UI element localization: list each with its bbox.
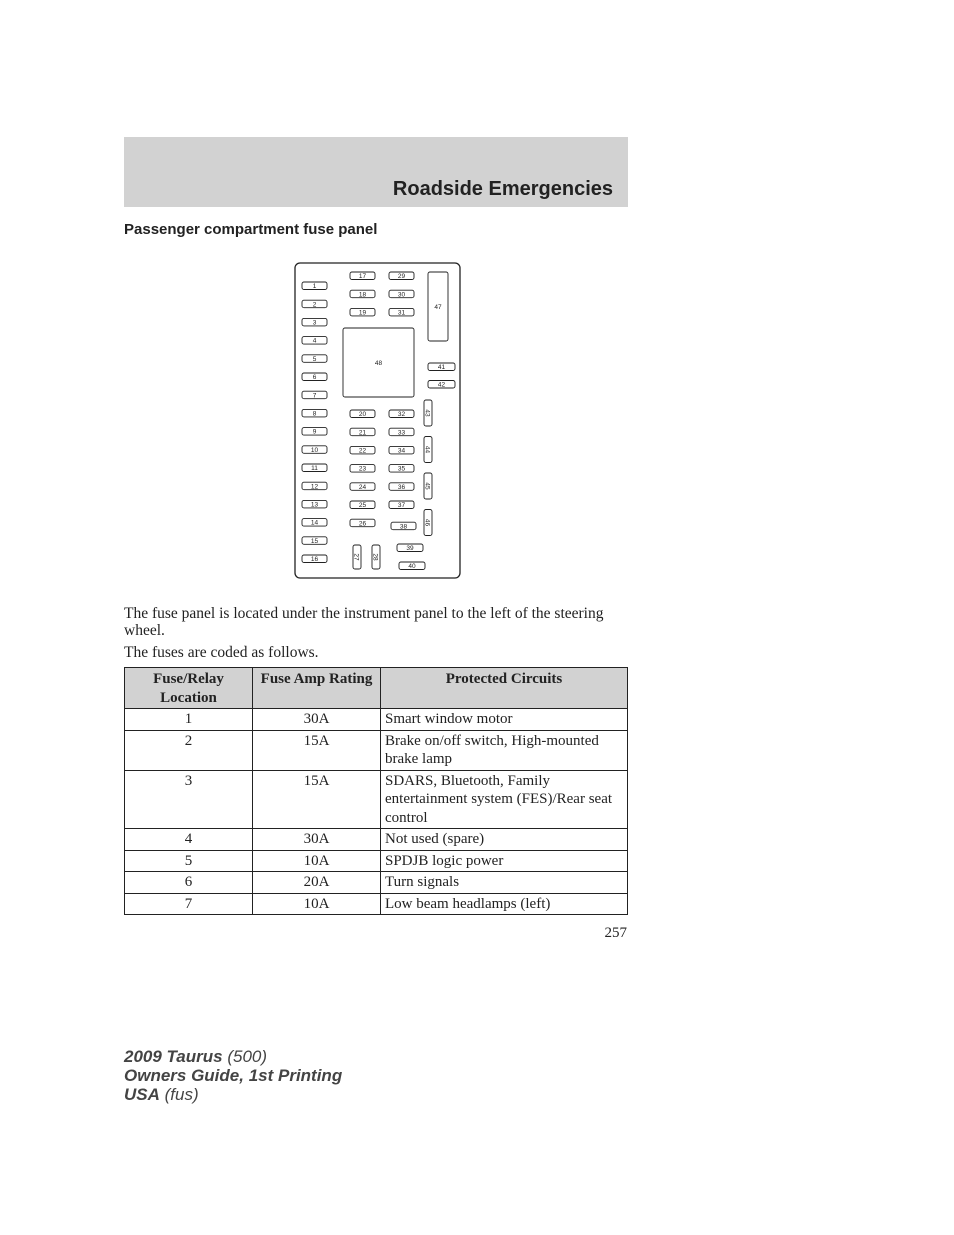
cell-amp: 30A [253,709,381,731]
table-row [125,829,628,851]
fuse-36 [389,483,414,491]
footer-market: USA [124,1085,160,1104]
page-number: 257 [604,925,627,941]
table-row [125,730,628,770]
fuse-31 [389,308,414,316]
fuse-14-label: 14 [310,519,319,527]
fuse-27 [353,545,361,569]
fuse-1 [302,282,327,290]
fuse-21-label: 21 [358,429,367,437]
coding-paragraph: The fuses are coded as follows. [124,644,319,661]
relay-47-label: 47 [434,303,442,311]
fuse-13-label: 13 [310,501,319,509]
footer-line-3 [124,1085,342,1104]
fuse-25-label: 25 [358,502,367,510]
fuse-7 [302,391,327,399]
fuse-36-label: 36 [397,483,406,491]
fuse-41 [428,363,455,371]
fuse-26 [350,519,375,527]
fuse-3-label: 3 [312,319,317,327]
fuse-35 [389,465,414,473]
fuse-18-label: 18 [358,291,367,299]
relay-48-label: 48 [374,359,383,367]
fuse-35-label: 35 [397,465,406,473]
fuse-9 [302,428,327,436]
cell-circuit: Smart window motor [381,709,628,731]
footer-line-2 [124,1066,342,1085]
fuse-44 [424,437,432,463]
fuse-23-label: 23 [358,465,367,473]
cell-circuit: Low beam headlamps (left) [381,893,628,915]
fuse-20 [350,410,375,418]
cell-location: 2 [125,730,253,770]
fuse-16 [302,555,327,563]
fuse-40 [399,562,425,570]
fuse-37 [389,501,414,509]
cell-location: 7 [125,893,253,915]
fuse-20-label: 20 [358,411,367,419]
fuse-2 [302,300,327,308]
fuse-37-label: 37 [397,502,406,510]
fuse-16-label: 16 [310,556,319,564]
fuse-12 [302,482,327,490]
fuse-41-label: 41 [437,364,446,372]
fuse-25 [350,501,375,509]
cell-location: 6 [125,872,253,894]
fuse-33-label: 33 [397,429,406,437]
fuse-11-label: 11 [311,465,318,473]
fuse-10 [302,446,327,454]
fuse-27-label: 27 [352,553,360,561]
cell-location: 3 [125,770,253,829]
fuse-46-label: 46 [423,518,431,527]
fuse-6-label: 6 [312,374,317,382]
cell-circuit: SDARS, Bluetooth, Family entertainment system (FES)/Rear seat control [381,770,628,829]
fuse-18 [350,290,375,298]
fuse-38-label: 38 [399,523,408,531]
fuse-40-label: 40 [408,563,416,571]
footer-model: 2009 Taurus [124,1047,223,1066]
fuse-8 [302,409,327,417]
fuse-26-label: 26 [358,520,367,528]
fuse-12-label: 12 [310,483,319,491]
footer-line-1 [124,1047,342,1066]
fuse-28 [372,545,380,569]
table-header-row [125,668,628,709]
relay-47 [428,272,448,341]
table-row [125,872,628,894]
footer-guide: Owners Guide, 1st Printing [124,1066,343,1085]
fuse-9-label: 9 [312,428,317,436]
fuse-34-label: 34 [397,447,406,455]
fuse-22 [350,446,375,454]
fuse-17-label: 17 [358,273,367,281]
table-row [125,770,628,829]
fuse-39 [397,544,423,552]
table-row [125,850,628,872]
column-header-location: Fuse/Relay Location [125,668,253,709]
section-header-title: Roadside Emergencies [392,178,613,200]
column-header-circuits: Protected Circuits [381,668,628,709]
fuse-8-label: 8 [312,410,317,418]
fuse-4 [302,337,327,345]
cell-amp: 15A [253,730,381,770]
fuse-33 [389,428,414,436]
fuse-3 [302,318,327,326]
page-title: Passenger compartment fuse panel [124,221,378,238]
fuse-29-label: 29 [397,273,406,281]
fuse-13 [302,500,327,508]
table-row [125,709,628,731]
fuse-23 [350,465,375,473]
cell-amp: 15A [253,770,381,829]
fuse-45-label: 45 [423,482,431,490]
fuse-15 [302,537,327,545]
fuse-32-label: 32 [397,411,406,419]
fuse-6 [302,373,327,381]
location-paragraph: The fuse panel is located under the instrument panel to the left of the steering wheel. [124,605,604,639]
fuse-7-label: 7 [312,392,317,400]
fuse-19 [350,308,375,316]
cell-amp: 20A [253,872,381,894]
fuse-43-label: 43 [423,409,431,417]
fuse-44-label: 44 [423,445,431,454]
cell-location: 1 [125,709,253,731]
fuse-5-label: 5 [312,355,317,363]
cell-amp: 10A [253,850,381,872]
fuse-42 [428,381,455,389]
fuse-5 [302,355,327,363]
cell-location: 5 [125,850,253,872]
fuse-17 [350,272,375,280]
footer-model-code: (500) [227,1047,268,1066]
fuse-43 [424,400,432,426]
cell-circuit: Turn signals [381,872,628,894]
table-row [125,893,628,915]
column-header-amp: Fuse Amp Rating [253,668,381,709]
cell-location: 4 [125,829,253,851]
fuse-22-label: 22 [358,447,367,455]
fuse-39-label: 39 [406,545,414,553]
fuse-31-label: 31 [397,309,406,317]
fuse-34 [389,446,414,454]
fuse-11 [302,464,327,472]
fuse-24 [350,483,375,491]
fuse-10-label: 10 [310,446,319,454]
fuse-24-label: 24 [358,483,367,491]
footer-market-code: (fus) [164,1085,199,1104]
cell-circuit: Brake on/off switch, High-mounted brake lamp [381,730,628,770]
cell-circuit: SPDJB logic power [381,850,628,872]
fuse-19-label: 19 [358,309,367,317]
fuse-2-label: 2 [312,301,317,309]
cell-amp: 30A [253,829,381,851]
header-band [124,137,628,207]
cell-amp: 10A [253,893,381,915]
fuse-38 [391,522,416,530]
fuse-46 [424,510,432,536]
relay-48 [343,328,414,397]
footer [124,1047,342,1104]
fuse-45 [424,473,432,499]
fuse-42-label: 42 [437,381,446,389]
fuse-30-label: 30 [397,291,406,299]
fuse-30 [389,290,414,298]
fuse-panel-svg [294,262,462,580]
fuse-29 [389,272,414,280]
fuse-15-label: 15 [310,537,319,545]
fuse-1-label: 1 [312,283,317,291]
fuse-14 [302,519,327,527]
cell-circuit: Not used (spare) [381,829,628,851]
fuse-28-label: 28 [371,553,379,561]
fuse-4-label: 4 [312,337,317,345]
fuse-table [124,667,628,915]
fuse-21 [350,428,375,436]
fuse-panel-diagram [294,262,462,580]
fuse-32 [389,410,414,418]
